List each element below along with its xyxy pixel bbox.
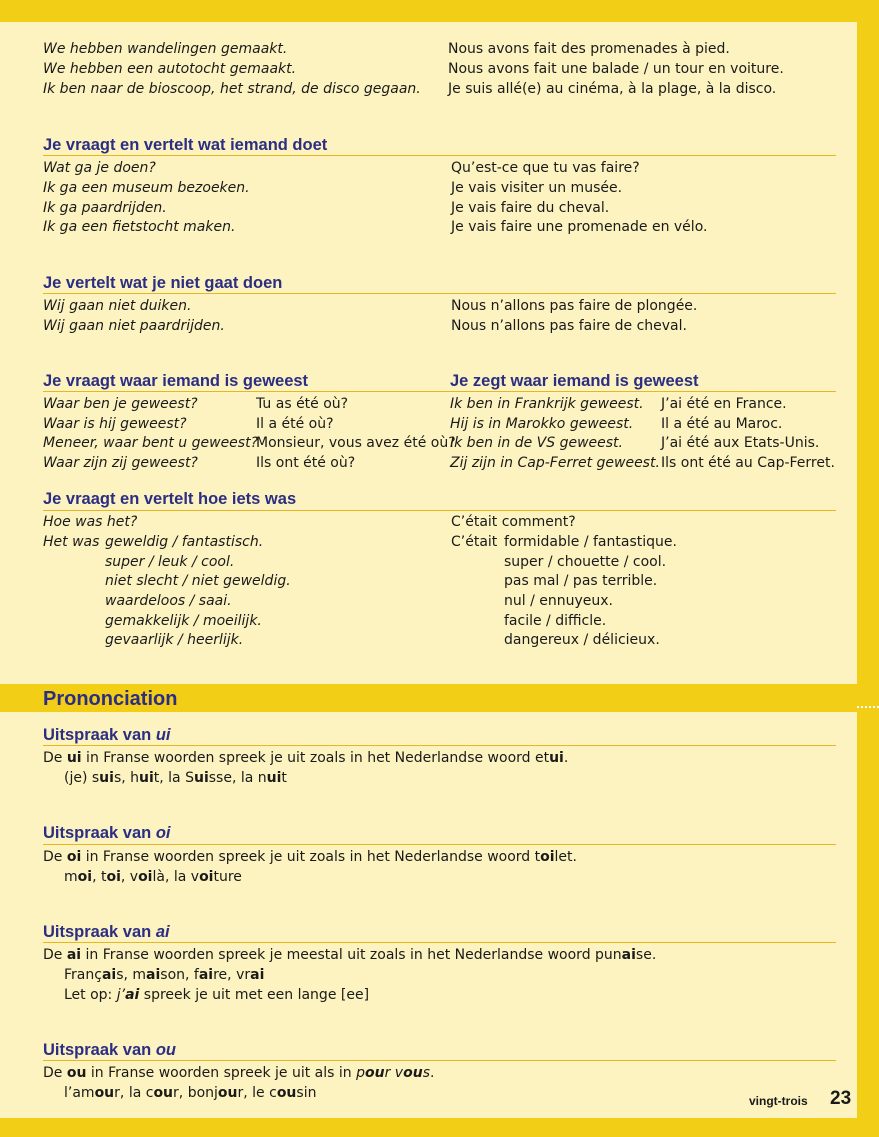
s5-fr-2: super / chouette / cool. xyxy=(504,554,667,570)
s5-q-fr: C’était comment? xyxy=(451,514,576,530)
oi-l1-s1: oi xyxy=(66,849,82,865)
ai-l3-s2: ai xyxy=(125,987,140,1003)
s3-nl-2: Wij gaan niet paardrijden. xyxy=(43,318,225,334)
oi-l2-s4: , v xyxy=(120,869,139,885)
ai-l1-s4: se. xyxy=(635,947,657,963)
s4-a-3: Meneer, waar bent u geweest? xyxy=(43,435,259,451)
ai-heading-text: Uitspraak van xyxy=(43,923,156,941)
oi-line-2 xyxy=(64,867,242,887)
s5-nl-4: waardeloos / saai. xyxy=(105,593,232,609)
s5-heading: Je vraagt en vertelt hoe iets was xyxy=(43,490,297,508)
s4-b-1: Tu as été où? xyxy=(256,396,349,412)
ui-line-2 xyxy=(64,768,287,788)
ui-rule xyxy=(43,745,836,746)
s4-a-4: Waar zijn zij geweest? xyxy=(43,455,198,471)
oi-l2-s6: là, la v xyxy=(152,869,200,885)
s3-nl-1: Wij gaan niet duiken. xyxy=(43,298,192,314)
oi-heading-vowel: oi xyxy=(155,824,171,842)
s4-a-1: Waar ben je geweest? xyxy=(43,396,198,412)
pronunciation-band xyxy=(0,684,879,712)
ai-l2-s0: Franç xyxy=(64,967,102,983)
ui-l1-s2: in Franse woorden spreek je uit zoals in het Nederlandse woord et xyxy=(81,750,550,766)
s5-fr-5: facile / difficle. xyxy=(504,613,607,629)
s2-fr-4: Je vais faire une promenade en vélo. xyxy=(451,219,708,235)
s5-lead-fr: C’était xyxy=(451,534,498,550)
ai-l1-s2: in Franse woorden spreek je meestal uit zoals in het Nederlandse woord pun xyxy=(81,947,622,963)
ou-l2-s8: sin xyxy=(296,1085,317,1101)
page-number: 23 xyxy=(830,1088,852,1109)
s5-lead-nl: Het was xyxy=(43,534,100,550)
s4-d-3: J’ai été aux Etats-Unis. xyxy=(661,435,820,451)
ai-heading xyxy=(43,922,170,942)
s5-fr-4: nul / ennuyeux. xyxy=(504,593,613,609)
s2-fr-3: Je vais faire du cheval. xyxy=(451,200,610,216)
ou-heading-vowel: ou xyxy=(155,1041,176,1059)
oi-line-1 xyxy=(43,847,577,867)
s5-fr-1: formidable / fantastique. xyxy=(504,534,677,550)
s5-nl-5: gemakkelijk / moeilijk. xyxy=(105,613,262,629)
ai-l1-s1: ai xyxy=(66,947,82,963)
s4-c-1: Ik ben in Frankrijk geweest. xyxy=(450,396,644,412)
ou-l1-s6: ou xyxy=(403,1065,423,1081)
ui-heading xyxy=(43,725,170,745)
oi-l2-s1: oi xyxy=(77,869,93,885)
s1-fr-3: Je suis allé(e) au cinéma, à la plage, à la disco. xyxy=(448,81,777,97)
oi-l1-s3: oi xyxy=(540,849,555,865)
ui-l2-s5: ui xyxy=(193,770,209,786)
ui-heading-text: Uitspraak van xyxy=(43,726,156,744)
dotted-separator xyxy=(857,706,879,708)
s4-d-1: J’ai été en France. xyxy=(661,396,787,412)
s1-fr-2: Nous avons fait une balade / un tour en voiture. xyxy=(448,61,784,77)
s2-heading: Je vraagt en vertelt wat iemand doet xyxy=(43,136,328,154)
oi-l2-s7: oi xyxy=(199,869,214,885)
ou-line-2 xyxy=(64,1083,316,1103)
ai-l3-s1: j’ xyxy=(116,987,126,1003)
s5-nl-2: super / leuk / cool. xyxy=(105,554,235,570)
pronunciation-title: Prononciation xyxy=(43,688,178,710)
s3-heading: Je vertelt wat je niet gaat doen xyxy=(43,274,283,292)
ou-heading-text: Uitspraak van xyxy=(43,1041,156,1059)
ou-l2-s6: r, le c xyxy=(237,1085,277,1101)
s4-d-4: Ils ont été au Cap-Ferret. xyxy=(661,455,835,471)
ai-line-3 xyxy=(64,985,369,1005)
s4-heading-right: Je zegt waar iemand is geweest xyxy=(450,372,699,390)
oi-heading-text: Uitspraak van xyxy=(43,824,156,842)
ai-l2-s7: ai xyxy=(250,967,265,983)
ou-l2-s2: r, la c xyxy=(114,1085,154,1101)
ou-l2-s5: ou xyxy=(217,1085,238,1101)
s3-fr-2: Nous n’allons pas faire de cheval. xyxy=(451,318,687,334)
s4-a-2: Waar is hij geweest? xyxy=(43,416,187,432)
ui-line-1 xyxy=(43,748,568,768)
s4-c-2: Hij is in Marokko geweest. xyxy=(450,416,634,432)
ui-l2-s2: s, h xyxy=(113,770,140,786)
ai-line-1 xyxy=(43,945,656,965)
s3-rule xyxy=(43,293,836,294)
oi-l2-s3: oi xyxy=(106,869,121,885)
ui-l1-s3: ui xyxy=(549,750,564,766)
ai-heading-vowel: ai xyxy=(155,923,170,941)
ui-l2-s7: ui xyxy=(266,770,282,786)
ou-l2-s7: ou xyxy=(276,1085,297,1101)
ui-l1-s0: De xyxy=(43,750,67,766)
ai-l2-s6: re, vr xyxy=(213,967,251,983)
ou-l1-s2: in Franse woorden spreek je uit als in xyxy=(86,1065,357,1081)
ai-l2-s2: s, m xyxy=(116,967,147,983)
s2-nl-1: Wat ga je doen? xyxy=(43,160,156,176)
s1-nl-1: We hebben wandelingen gemaakt. xyxy=(43,41,288,57)
ai-line-2 xyxy=(64,965,264,985)
ou-l2-s0: l’am xyxy=(64,1085,95,1101)
ai-l3-s3: spreek je uit met een lange [ee] xyxy=(139,987,370,1003)
ou-l1-s1: ou xyxy=(66,1065,87,1081)
s4-b-3: Monsieur, vous avez été où? xyxy=(256,435,456,451)
s4-d-2: Il a été au Maroc. xyxy=(661,416,783,432)
s2-nl-3: Ik ga paardrijden. xyxy=(43,200,167,216)
ui-l2-s4: t, la S xyxy=(153,770,194,786)
oi-l1-s4: let. xyxy=(554,849,577,865)
s2-fr-1: Qu’est-ce que tu vas faire? xyxy=(451,160,640,176)
ai-l3-s0: Let op: xyxy=(64,987,117,1003)
ou-l1-s4: ou xyxy=(365,1065,385,1081)
ou-l1-s8: . xyxy=(429,1065,435,1081)
ui-l1-s4: . xyxy=(563,750,569,766)
oi-l2-s2: , t xyxy=(92,869,107,885)
s5-rule xyxy=(43,510,836,511)
ou-l1-s0: De xyxy=(43,1065,67,1081)
s5-nl-6: gevaarlijk / heerlijk. xyxy=(105,632,244,648)
ui-l2-s0: (je) s xyxy=(64,770,100,786)
s2-nl-2: Ik ga een museum bezoeken. xyxy=(43,180,250,196)
ui-l2-s6: sse, la n xyxy=(208,770,267,786)
s4-c-3: Ik ben in de VS geweest. xyxy=(450,435,623,451)
s5-nl-1: geweldig / fantastisch. xyxy=(105,534,264,550)
ou-l1-s7: s xyxy=(422,1065,430,1081)
oi-l2-s5: oi xyxy=(138,869,153,885)
oi-l2-s8: ture xyxy=(213,869,242,885)
ou-l2-s3: ou xyxy=(153,1085,174,1101)
s2-nl-4: Ik ga een fietstocht maken. xyxy=(43,219,236,235)
s4-rule xyxy=(43,391,836,392)
s4-b-4: Ils ont été où? xyxy=(256,455,356,471)
s2-fr-2: Je vais visiter un musée. xyxy=(451,180,623,196)
ai-l2-s1: ai xyxy=(101,967,117,983)
s1-nl-2: We hebben een autotocht gemaakt. xyxy=(43,61,297,77)
s1-fr-1: Nous avons fait des promenades à pied. xyxy=(448,41,730,57)
ui-l1-s1: ui xyxy=(66,750,82,766)
ou-rule xyxy=(43,1060,836,1061)
ai-l1-s0: De xyxy=(43,947,67,963)
ai-l2-s3: ai xyxy=(146,967,161,983)
oi-l2-s0: m xyxy=(64,869,78,885)
ou-heading xyxy=(43,1040,176,1060)
ai-rule xyxy=(43,942,836,943)
s5-fr-6: dangereux / délicieux. xyxy=(504,632,660,648)
s4-b-2: Il a été où? xyxy=(256,416,334,432)
ou-l2-s4: r, bonj xyxy=(173,1085,218,1101)
ai-l2-s5: ai xyxy=(198,967,214,983)
s4-c-4: Zij zijn in Cap-Ferret geweest. xyxy=(450,455,660,471)
oi-l1-s0: De xyxy=(43,849,67,865)
s5-fr-3: pas mal / pas terrible. xyxy=(504,573,658,589)
oi-l1-s2: in Franse woorden spreek je uit zoals in het Nederlandse woord t xyxy=(81,849,541,865)
ui-l2-s1: ui xyxy=(99,770,114,786)
s4-heading-left: Je vraagt waar iemand is geweest xyxy=(43,372,309,390)
s5-nl-3: niet slecht / niet geweldig. xyxy=(105,573,291,589)
ou-l1-s5: r v xyxy=(384,1065,404,1081)
ai-l2-s4: son, f xyxy=(160,967,199,983)
page-footer-text: vingt-trois xyxy=(749,1094,808,1108)
ou-l2-s1: ou xyxy=(94,1085,115,1101)
ui-l2-s3: ui xyxy=(139,770,154,786)
oi-heading xyxy=(43,823,170,843)
s5-q-nl: Hoe was het? xyxy=(43,514,138,530)
ou-l1-s3: p xyxy=(356,1065,365,1081)
ui-heading-vowel: ui xyxy=(155,726,171,744)
ou-line-1 xyxy=(43,1063,434,1083)
ai-l1-s3: ai xyxy=(621,947,636,963)
s2-rule xyxy=(43,155,836,156)
oi-rule xyxy=(43,844,836,845)
s3-fr-1: Nous n’allons pas faire de plongée. xyxy=(451,298,698,314)
s1-nl-3: Ik ben naar de bioscoop, het strand, de disco gegaan. xyxy=(43,81,421,97)
ui-l2-s8: t xyxy=(281,770,287,786)
